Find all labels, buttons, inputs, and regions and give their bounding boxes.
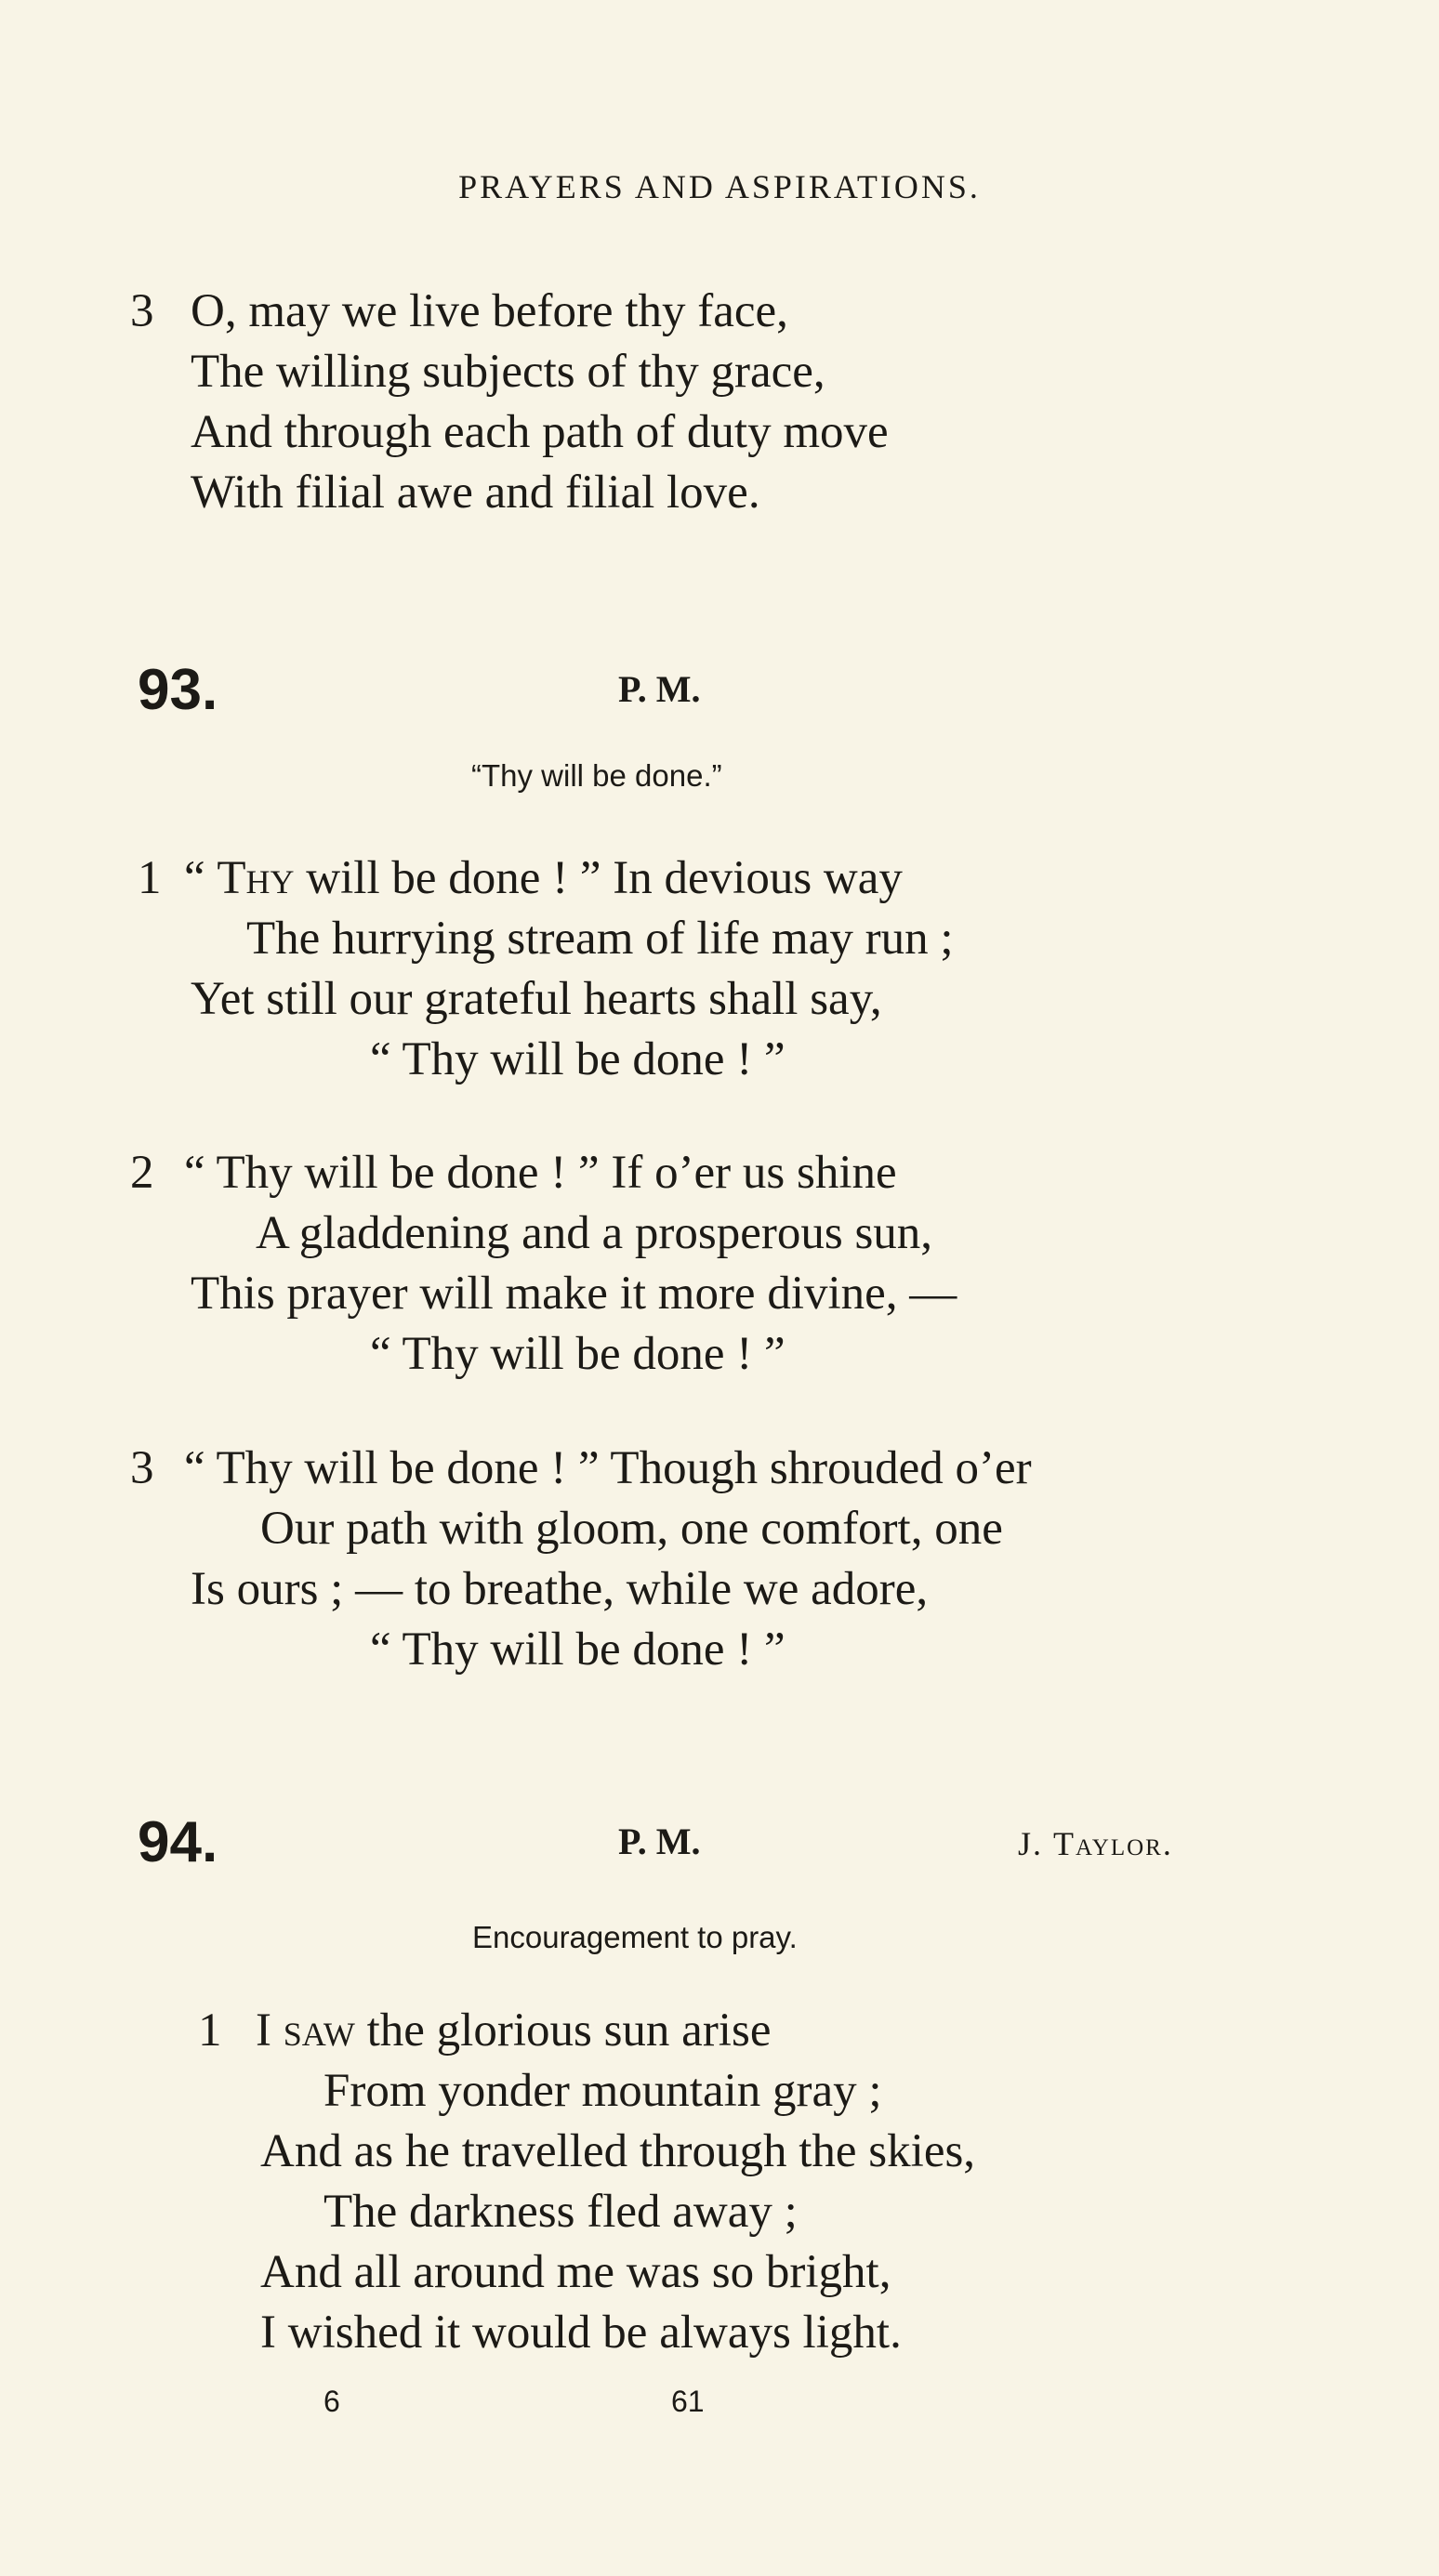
- verse-line: Our path with gloom, one comfort, one: [260, 1503, 1003, 1555]
- stanza-number: 3: [130, 1442, 154, 1494]
- stanza-number: 3: [130, 285, 154, 337]
- hymn-subtitle: “Thy will be done.”: [471, 758, 722, 793]
- page-number: 61: [671, 2385, 705, 2418]
- verse-line: O, may we live before thy face,: [191, 285, 788, 337]
- verse-line: “ Thy will be done ! ”: [370, 1328, 786, 1380]
- verse-line: “ Thy will be done ! ”: [370, 1033, 786, 1085]
- verse-line: “ Thy will be done ! ”: [370, 1623, 786, 1676]
- verse-line: The willing subjects of thy grace,: [191, 346, 825, 398]
- running-head: PRAYERS AND ASPIRATIONS.: [458, 168, 981, 205]
- verse-line: The hurrying stream of life may run ;: [246, 913, 954, 965]
- hymn-subtitle: Encouragement to pray.: [472, 1920, 798, 1954]
- verse-line: “ Thy will be done ! ” Though shrouded o’er: [184, 1442, 1032, 1494]
- verse-line: Is ours ; — to breathe, while we adore,: [191, 1563, 929, 1615]
- verse-line: This prayer will make it more divine, —: [191, 1268, 957, 1320]
- verse-line: With filial awe and filial love.: [191, 467, 760, 519]
- verse-line: Yet still our grateful hearts shall say,: [191, 973, 882, 1025]
- small-caps-word: saw: [283, 2004, 355, 2057]
- verse-line: “ Thy will be done ! ” If o’er us shine: [184, 1147, 897, 1199]
- verse-line: And through each path of duty move: [191, 406, 889, 458]
- stanza-number: 1: [198, 2004, 222, 2057]
- verse-line: From yonder mountain gray ;: [323, 2065, 882, 2117]
- stanza-number: 1: [138, 852, 162, 904]
- verse-line: A gladdening and a prosperous sun,: [256, 1207, 933, 1259]
- verse-line: “ Thy will be done ! ” In devious way: [184, 852, 903, 904]
- hymn-author: J. Taylor.: [1018, 1825, 1173, 1862]
- hymn-number: 93.: [138, 658, 218, 722]
- hymn-number: 94.: [138, 1810, 218, 1874]
- verse-line: I wished it would be always light.: [260, 2307, 902, 2359]
- verse-line: And as he travelled through the skies,: [260, 2125, 976, 2177]
- signature-mark: 6: [323, 2385, 340, 2418]
- verse-line: The darkness fled away ;: [323, 2186, 798, 2238]
- stanza-number: 2: [130, 1147, 154, 1199]
- verse-line: And all around me was so bright,: [260, 2246, 891, 2298]
- hymn-meter: P. M.: [618, 1820, 701, 1862]
- small-caps-word: Thy: [217, 852, 295, 904]
- verse-line: I saw the glorious sun arise: [256, 2004, 772, 2057]
- hymn-meter: P. M.: [618, 668, 701, 710]
